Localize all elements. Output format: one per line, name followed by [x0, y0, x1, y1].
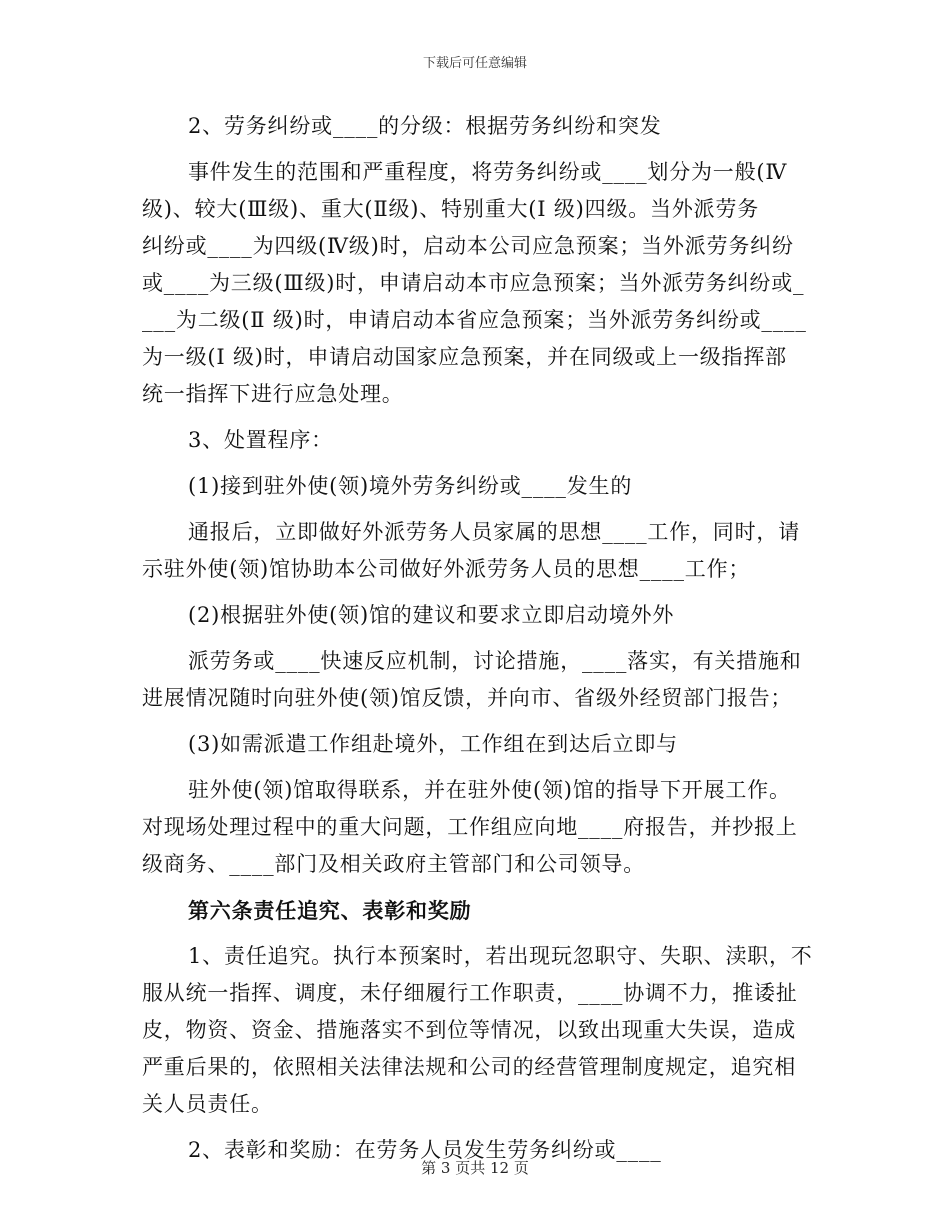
text-line: 纠纷或____为四级(Ⅳ级)时，启动本公司应急预案；当外派劳务纠纷 — [142, 234, 794, 258]
text-line: 2、表彰和奖励：在劳务人员发生劳务纠纷或____ — [188, 1138, 662, 1162]
document-body — [142, 108, 813, 1178]
text-line: 或____为三级(Ⅲ级)时，申请启动本市应急预案；当外派劳务纠纷或_ — [142, 271, 805, 295]
step-2-body — [142, 643, 810, 717]
step-1-heading — [142, 468, 810, 505]
text-line: 驻外使(领)馆取得联系，并在驻外使(领)馆的指导下开展工作。 — [188, 778, 791, 802]
text-line: 统一指挥下进行应急处理。 — [142, 382, 404, 406]
text-line: 进展情况随时向驻外使(领)馆反馈，并向市、省级外经贸部门报告； — [142, 686, 793, 710]
step-3-body — [142, 772, 810, 883]
text-line: 对现场处理过程中的重大问题，工作组应向地____府报告，并抄报上 — [142, 815, 798, 839]
article-6-title — [142, 892, 810, 929]
step-1-body — [142, 514, 810, 588]
section-3-heading — [142, 422, 810, 459]
text-line: 级)、较大(Ⅲ级)、重大(Ⅱ级)、特别重大(Ⅰ 级)四级。当外派劳务 — [142, 197, 760, 221]
text-line: (3)如需派遣工作组赴境外，工作组在到达后立即与 — [188, 732, 678, 756]
text-line: 级商务、____部门及相关政府主管部门和公司领导。 — [142, 852, 645, 876]
grading-paragraph — [142, 154, 810, 413]
step-3-heading — [142, 726, 810, 763]
text-line: 服从统一指挥、调度，未仔细履行工作职责，____协调不力，推诿扯 — [142, 981, 798, 1005]
text-line: 1、责任追究。执行本预案时，若出现玩忽职守、失职、渎职，不 — [188, 944, 813, 968]
text-line: 第六条责任追究、表彰和奖励 — [188, 898, 472, 923]
text-line: 2、劳务纠纷或____的分级：根据劳务纠纷和突发 — [188, 114, 662, 138]
step-2-heading — [142, 597, 810, 634]
text-line: 派劳务或____快速反应机制，讨论措施，____落实，有关措施和 — [188, 649, 802, 673]
text-line: 3、处置程序： — [188, 428, 333, 452]
text-line: 关人员责任。 — [142, 1092, 273, 1116]
text-line: 严重后果的，依照相关法律法规和公司的经营管理制度规定，追究相 — [142, 1055, 796, 1079]
text-line: 通报后，立即做好外派劳务人员家属的思想____工作，同时，请 — [188, 520, 800, 544]
text-line: 事件发生的范围和严重程度，将劳务纠纷或____划分为一般(Ⅳ — [188, 160, 788, 184]
text-line: (2)根据驻外使(领)馆的建议和要求立即启动境外外 — [188, 603, 675, 627]
page-header: 下载后可任意编辑 — [422, 56, 527, 71]
text-line: 示驻外使(领)馆协助本公司做好外派劳务人员的思想____工作； — [142, 557, 751, 581]
accountability-paragraph — [142, 938, 813, 1123]
text-line: ___为二级(Ⅱ 级)时，申请启动本省应急预案；当外派劳务纠纷或____ — [142, 308, 807, 332]
text-line: 为一级(Ⅰ 级)时，申请启动国家应急预案，并在同级或上一级指挥部 — [142, 345, 787, 369]
text-line: 皮，物资、资金、措施落实不到位等情况，以致出现重大失误，造成 — [142, 1018, 796, 1042]
text-line: (1)接到驻外使(领)境外劳务纠纷或____发生的 — [188, 474, 633, 498]
section-2-heading — [142, 108, 810, 145]
page-footer: 第 3 页共 12 页 — [421, 1159, 529, 1177]
